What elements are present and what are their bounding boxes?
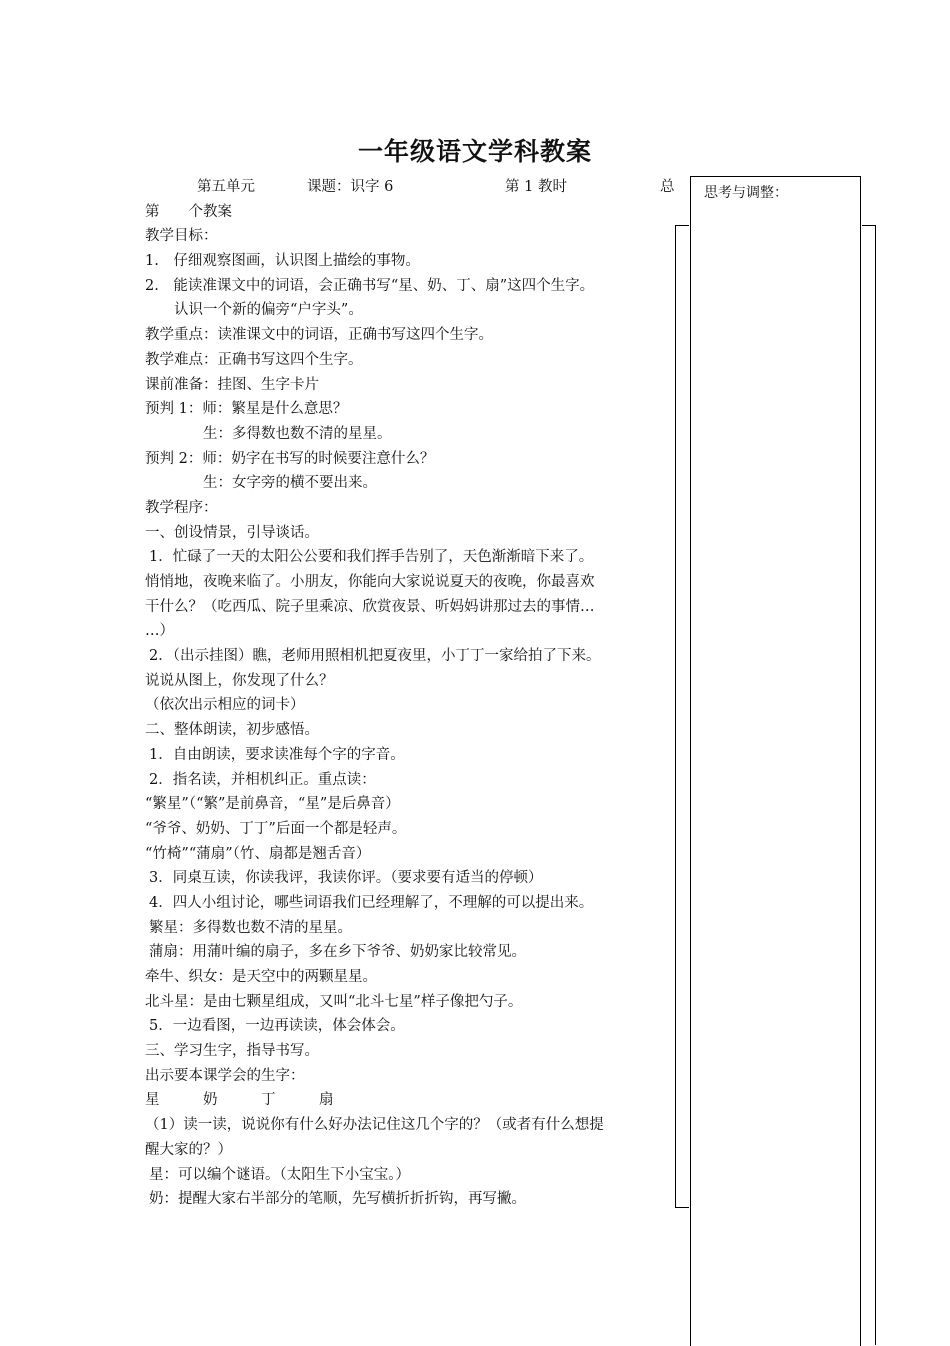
text-line: 奶：提醒大家右半部分的笔顺，先写横折折折钩，再写撇。 [149, 1191, 526, 1208]
text-line: 1. 仔细观察图画，认识图上描绘的事物。 [145, 253, 420, 270]
text-line: 醒大家的？） [145, 1141, 232, 1158]
text-line: “繁星”（“繁”是前鼻音，“星”是后鼻音） [145, 796, 400, 813]
page-title: 一年级语文学科教案 [357, 137, 592, 166]
text-line: 繁星：多得数也数不清的星星。 [149, 919, 352, 936]
text-line: 干什么？（吃西瓜、院子里乘凉、欣赏夜景、听妈妈讲那过去的事情… [145, 598, 595, 615]
text-line: 预判 2：师：奶字在书写的时候要注意什么？ [145, 450, 435, 467]
reflection-label: 思考与调整： [704, 185, 788, 201]
period-label: 第 1 教时 [505, 179, 567, 195]
text-line: 认识一个新的偏旁“户字头”。 [174, 302, 363, 319]
text-line: 教学难点：正确书写这四个生字。 [145, 351, 363, 368]
text-line: 蒲扇：用蒲叶编的扇子，多在乡下爷爷、奶奶家比较常见。 [149, 944, 526, 961]
section-heading: 三、学习生字，指导书写。 [145, 1043, 319, 1060]
text-line: 2．指名读，并相机纠正。重点读： [149, 771, 376, 788]
text-line: 生：女字旁的横不要出来。 [203, 475, 377, 492]
text-line: 牵牛、织女：是天空中的两颗星星。 [145, 969, 377, 985]
text-line: 教学重点：读准课文中的词语，正确书写这四个生字。 [145, 327, 493, 344]
lesson-label: 课题：识字 6 [307, 179, 394, 195]
text-line: 说说从图上，你发现了什么？ [145, 672, 334, 689]
text-line: 生：多得数也数不清的星星。 [203, 425, 392, 442]
text-line: （依次出示相应的词卡） [145, 697, 305, 714]
text-line: 预判 1：师：繁星是什么意思？ [145, 401, 348, 418]
plan-number: 第 个教案 [145, 203, 232, 220]
text-line: 2. 能读准课文中的词语，会正确书写“星、奶、丁、扇”这四个生字。 [145, 277, 595, 294]
lesson-plan-body [145, 175, 675, 1212]
right-frame-line [862, 225, 876, 1345]
text-line: 1．自由朗读，要求读准每个字的字音。 [149, 746, 405, 763]
text-line: 北斗星：是由七颗星组成，又叫“北斗七星”样子像把勺子。 [145, 993, 523, 1010]
text-line: …） [145, 623, 174, 640]
text-line: 5．一边看图，一边再读读，体会体会。 [149, 1018, 405, 1035]
text-line: 出示要本课学会的生字： [145, 1067, 305, 1084]
text-line: 悄悄地，夜晚来临了。小朋友，你能向大家说说夏天的夜晚，你最喜欢 [145, 574, 595, 590]
left-frame-line [675, 225, 689, 1208]
text-line: 2．（出示挂图）瞧，老师用照相机把夏夜里，小丁丁一家给拍了下来。 [149, 648, 601, 665]
header-line [145, 175, 675, 200]
unit-label: 第五单元 [197, 179, 255, 195]
section-heading: 一、创设情景，引导谈话。 [145, 524, 319, 541]
text-line: 教学程序： [145, 499, 218, 516]
text-line: “爷爷、奶奶、丁丁”后面一个都是轻声。 [145, 820, 407, 837]
text-line: 1．忙碌了一天的太阳公公要和我们挥手告别了，天色渐渐暗下来了。 [149, 549, 594, 566]
text-line: 3．同桌互读，你读我评，我读你评。（要求要有适当的停顿） [149, 870, 543, 887]
text-line: （1）读一读，说说你有什么好办法记住这几个字的？（或者有什么想提 [145, 1117, 604, 1134]
section-heading: 二、整体朗读，初步感悟。 [145, 722, 319, 739]
text-line: 课前准备：挂图、生字卡片 [145, 376, 319, 393]
text-line: 星：可以编个谜语。（太阳生下小宝宝。） [149, 1166, 410, 1183]
text-line: 教学目标： [145, 228, 218, 245]
text-line: “竹椅”“蒲扇”（竹、扇都是翘舌音） [145, 845, 371, 862]
total-label: 总 [660, 179, 675, 195]
reflection-box [690, 176, 861, 1346]
text-line: 4．四人小组讨论，哪些词语我们已经理解了，不理解的可以提出来。 [149, 894, 594, 911]
new-characters: 星 奶 丁 扇 [145, 1092, 334, 1109]
